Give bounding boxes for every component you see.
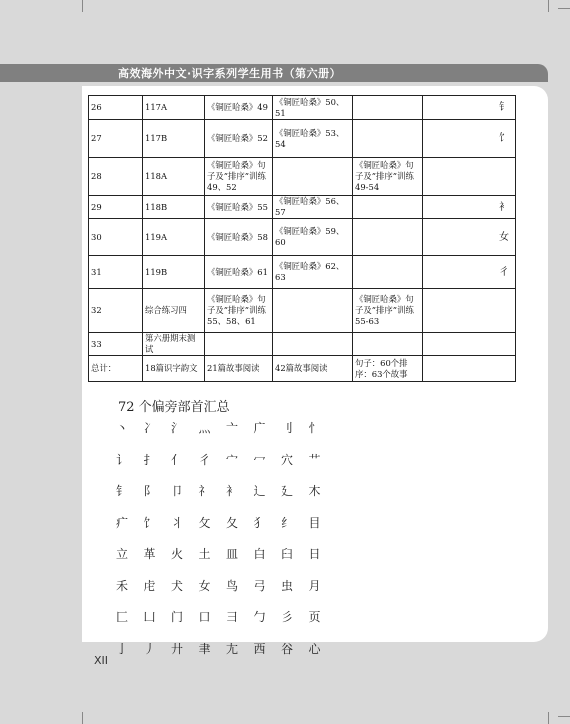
radical-glyph: 刂 — [281, 421, 294, 436]
total-label: 总计： — [89, 356, 143, 382]
row-number: 29 — [89, 196, 143, 219]
radical-glyph: 聿 — [198, 641, 211, 656]
table-row — [89, 196, 516, 219]
exercise-cell — [353, 219, 423, 256]
radical-glyph: 西 — [253, 641, 266, 656]
radical-glyph: 女 — [198, 578, 211, 593]
radical-glyph: 廾 — [171, 641, 184, 656]
radical-cell — [423, 158, 516, 196]
radical-glyph: 彳 — [198, 452, 211, 467]
story-cell: 《铜匠哈桑》62、63 — [273, 256, 353, 289]
total-row — [89, 356, 516, 382]
radical-glyph: 穴 — [281, 452, 294, 467]
story-cell: 《铜匠哈桑》59、60 — [273, 219, 353, 256]
radical-glyph: 攵 — [198, 515, 211, 530]
row-number: 30 — [89, 219, 143, 256]
radical-cell: 饣 — [423, 120, 516, 158]
radical-glyph: 页 — [308, 610, 321, 625]
radical-glyph: 丬 — [171, 515, 184, 530]
radical-glyph: 疒 — [116, 515, 129, 530]
radical-glyph: 彐 — [226, 610, 239, 625]
exercise-cell — [353, 333, 423, 356]
table-row — [89, 158, 516, 196]
story-cell — [273, 289, 353, 333]
radical-cell: 钅 — [423, 96, 516, 120]
radical-glyph: 亠 — [226, 421, 239, 436]
radical-row — [116, 444, 336, 476]
radical-glyph: 木 — [308, 484, 321, 499]
radical-glyph: 艹 — [308, 452, 321, 467]
exercise-cell — [353, 256, 423, 289]
radical-glyph: 臼 — [281, 547, 294, 562]
radical-section-title: 72 个偏旁部首汇总 — [118, 400, 230, 415]
exercise-cell — [353, 120, 423, 158]
radical-glyph: 氵 — [171, 421, 184, 436]
radical-cell: 衤 — [423, 196, 516, 219]
exercise-cell: 《铜匠哈桑》句子及”排序”训练49-54 — [353, 158, 423, 196]
radical-glyph: 月 — [308, 578, 321, 593]
table-row — [89, 333, 516, 356]
radical-cell — [423, 333, 516, 356]
lesson-cell: 119B — [143, 256, 205, 289]
radical-glyph: 虍 — [143, 578, 156, 593]
radical-glyph: 立 — [116, 547, 129, 562]
radical-row — [116, 507, 336, 539]
reading-cell: 《铜匠哈桑》49 — [205, 96, 273, 120]
lesson-cell: 118A — [143, 158, 205, 196]
exercise-cell — [353, 96, 423, 120]
radical-glyph: 土 — [198, 547, 211, 562]
crop-mark — [558, 8, 570, 9]
radical-cell — [423, 289, 516, 333]
story-cell: 《铜匠哈桑》50、51 — [273, 96, 353, 120]
radical-glyph: 广 — [253, 421, 266, 436]
radical-glyph: 谷 — [281, 641, 294, 656]
radical-glyph: 冖 — [253, 452, 266, 467]
radical-glyph: 灬 — [198, 421, 211, 436]
radical-glyph: 卩 — [171, 484, 184, 499]
radical-glyph: 勹 — [253, 610, 266, 625]
lesson-cell: 119A — [143, 219, 205, 256]
crop-mark — [548, 712, 549, 724]
radical-glyph: 冫 — [143, 421, 156, 436]
radical-cell: 女 — [423, 219, 516, 256]
radical-row — [116, 633, 336, 665]
lesson-cell: 118B — [143, 196, 205, 219]
radical-glyph: 火 — [171, 547, 184, 562]
total-stories: 42篇故事阅读 — [273, 356, 353, 382]
radical-glyph: 辶 — [253, 484, 266, 499]
radical-glyph: 虫 — [281, 578, 294, 593]
table-row — [89, 120, 516, 158]
row-number: 33 — [89, 333, 143, 356]
row-number: 31 — [89, 256, 143, 289]
radical-row — [116, 570, 336, 602]
radical-glyph: 忄 — [308, 421, 321, 436]
crop-mark — [82, 0, 83, 12]
radical-glyph: 阝 — [143, 484, 156, 499]
radical-glyph: 门 — [171, 610, 184, 625]
table-row — [89, 256, 516, 289]
lesson-cell: 117A — [143, 96, 205, 120]
story-cell: 《铜匠哈桑》53、54 — [273, 120, 353, 158]
reading-cell — [205, 333, 273, 356]
story-cell: 《铜匠哈桑》56、57 — [273, 196, 353, 219]
radical-glyph: 丿 — [143, 641, 156, 656]
radical-glyph: 匚 — [116, 610, 129, 625]
radical-glyph: 廴 — [281, 484, 294, 499]
total-exercise: 句子：60个排序：63个故事 — [353, 356, 423, 382]
story-cell — [273, 333, 353, 356]
lesson-cell: 117B — [143, 120, 205, 158]
reading-cell: 《铜匠哈桑》55 — [205, 196, 273, 219]
radical-row — [116, 412, 336, 444]
radical-glyph: 革 — [143, 547, 156, 562]
radical-glyph: 口 — [198, 610, 211, 625]
lesson-cell: 综合练习四 — [143, 289, 205, 333]
radical-glyph: 犭 — [253, 515, 266, 530]
radical-glyph: 礻 — [198, 484, 211, 499]
radical-glyph: 凵 — [143, 610, 156, 625]
reading-cell: 《铜匠哈桑》61 — [205, 256, 273, 289]
row-number: 26 — [89, 96, 143, 120]
reading-cell: 《铜匠哈桑》52 — [205, 120, 273, 158]
radical-glyph: 鸟 — [226, 578, 239, 593]
radical-glyph: 弓 — [253, 578, 266, 593]
radical-glyph: 日 — [308, 547, 321, 562]
schedule-table — [88, 95, 516, 382]
radical-glyph: 宀 — [226, 452, 239, 467]
radical-glyph: 皿 — [226, 547, 239, 562]
radical-glyph: 丶 — [116, 421, 129, 436]
radical-cell: 彳 — [423, 256, 516, 289]
radical-glyph: 亅 — [116, 641, 129, 656]
radical-glyph: 尢 — [226, 641, 239, 656]
total-readings: 21篇故事阅读 — [205, 356, 273, 382]
radical-row — [116, 601, 336, 633]
row-number: 28 — [89, 158, 143, 196]
radical-glyph: 禾 — [116, 578, 129, 593]
total-radical — [423, 356, 516, 382]
radical-glyph: 扌 — [143, 452, 156, 467]
radical-glyph: 讠 — [116, 452, 129, 467]
radical-glyph: 饣 — [143, 515, 156, 530]
radical-row — [116, 475, 336, 507]
exercise-cell: 《铜匠哈桑》句子及”排序”训练55-63 — [353, 289, 423, 333]
radical-grid — [116, 412, 336, 664]
reading-cell: 《铜匠哈桑》句子及”排序”训练55、58、61 — [205, 289, 273, 333]
table-row — [89, 289, 516, 333]
reading-cell: 《铜匠哈桑》58 — [205, 219, 273, 256]
radical-glyph: 夂 — [226, 515, 239, 530]
radical-glyph: 心 — [308, 641, 321, 656]
crop-mark — [558, 716, 570, 717]
exercise-cell — [353, 196, 423, 219]
radical-glyph: 白 — [253, 547, 266, 562]
total-lessons: 18篇识字韵文 — [143, 356, 205, 382]
crop-mark — [82, 712, 83, 724]
table-row — [89, 96, 516, 120]
radical-glyph: 彡 — [281, 610, 294, 625]
radical-glyph: 衤 — [226, 484, 239, 499]
radical-glyph: 目 — [308, 515, 321, 530]
radical-row — [116, 538, 336, 570]
radical-glyph: 亻 — [171, 452, 184, 467]
radical-glyph: 纟 — [281, 515, 294, 530]
row-number: 32 — [89, 289, 143, 333]
book-title: 高效海外中文·识字系列学生用书（第六册） — [118, 67, 342, 80]
table-row — [89, 219, 516, 256]
row-number: 27 — [89, 120, 143, 158]
reading-cell: 《铜匠哈桑》句子及”排序”训练49、52 — [205, 158, 273, 196]
radical-glyph: 钅 — [116, 484, 129, 499]
page-number: XII — [94, 654, 109, 667]
radical-glyph: 犬 — [171, 578, 184, 593]
lesson-cell: 第六册期末测试 — [143, 333, 205, 356]
story-cell — [273, 158, 353, 196]
crop-mark — [548, 0, 549, 12]
